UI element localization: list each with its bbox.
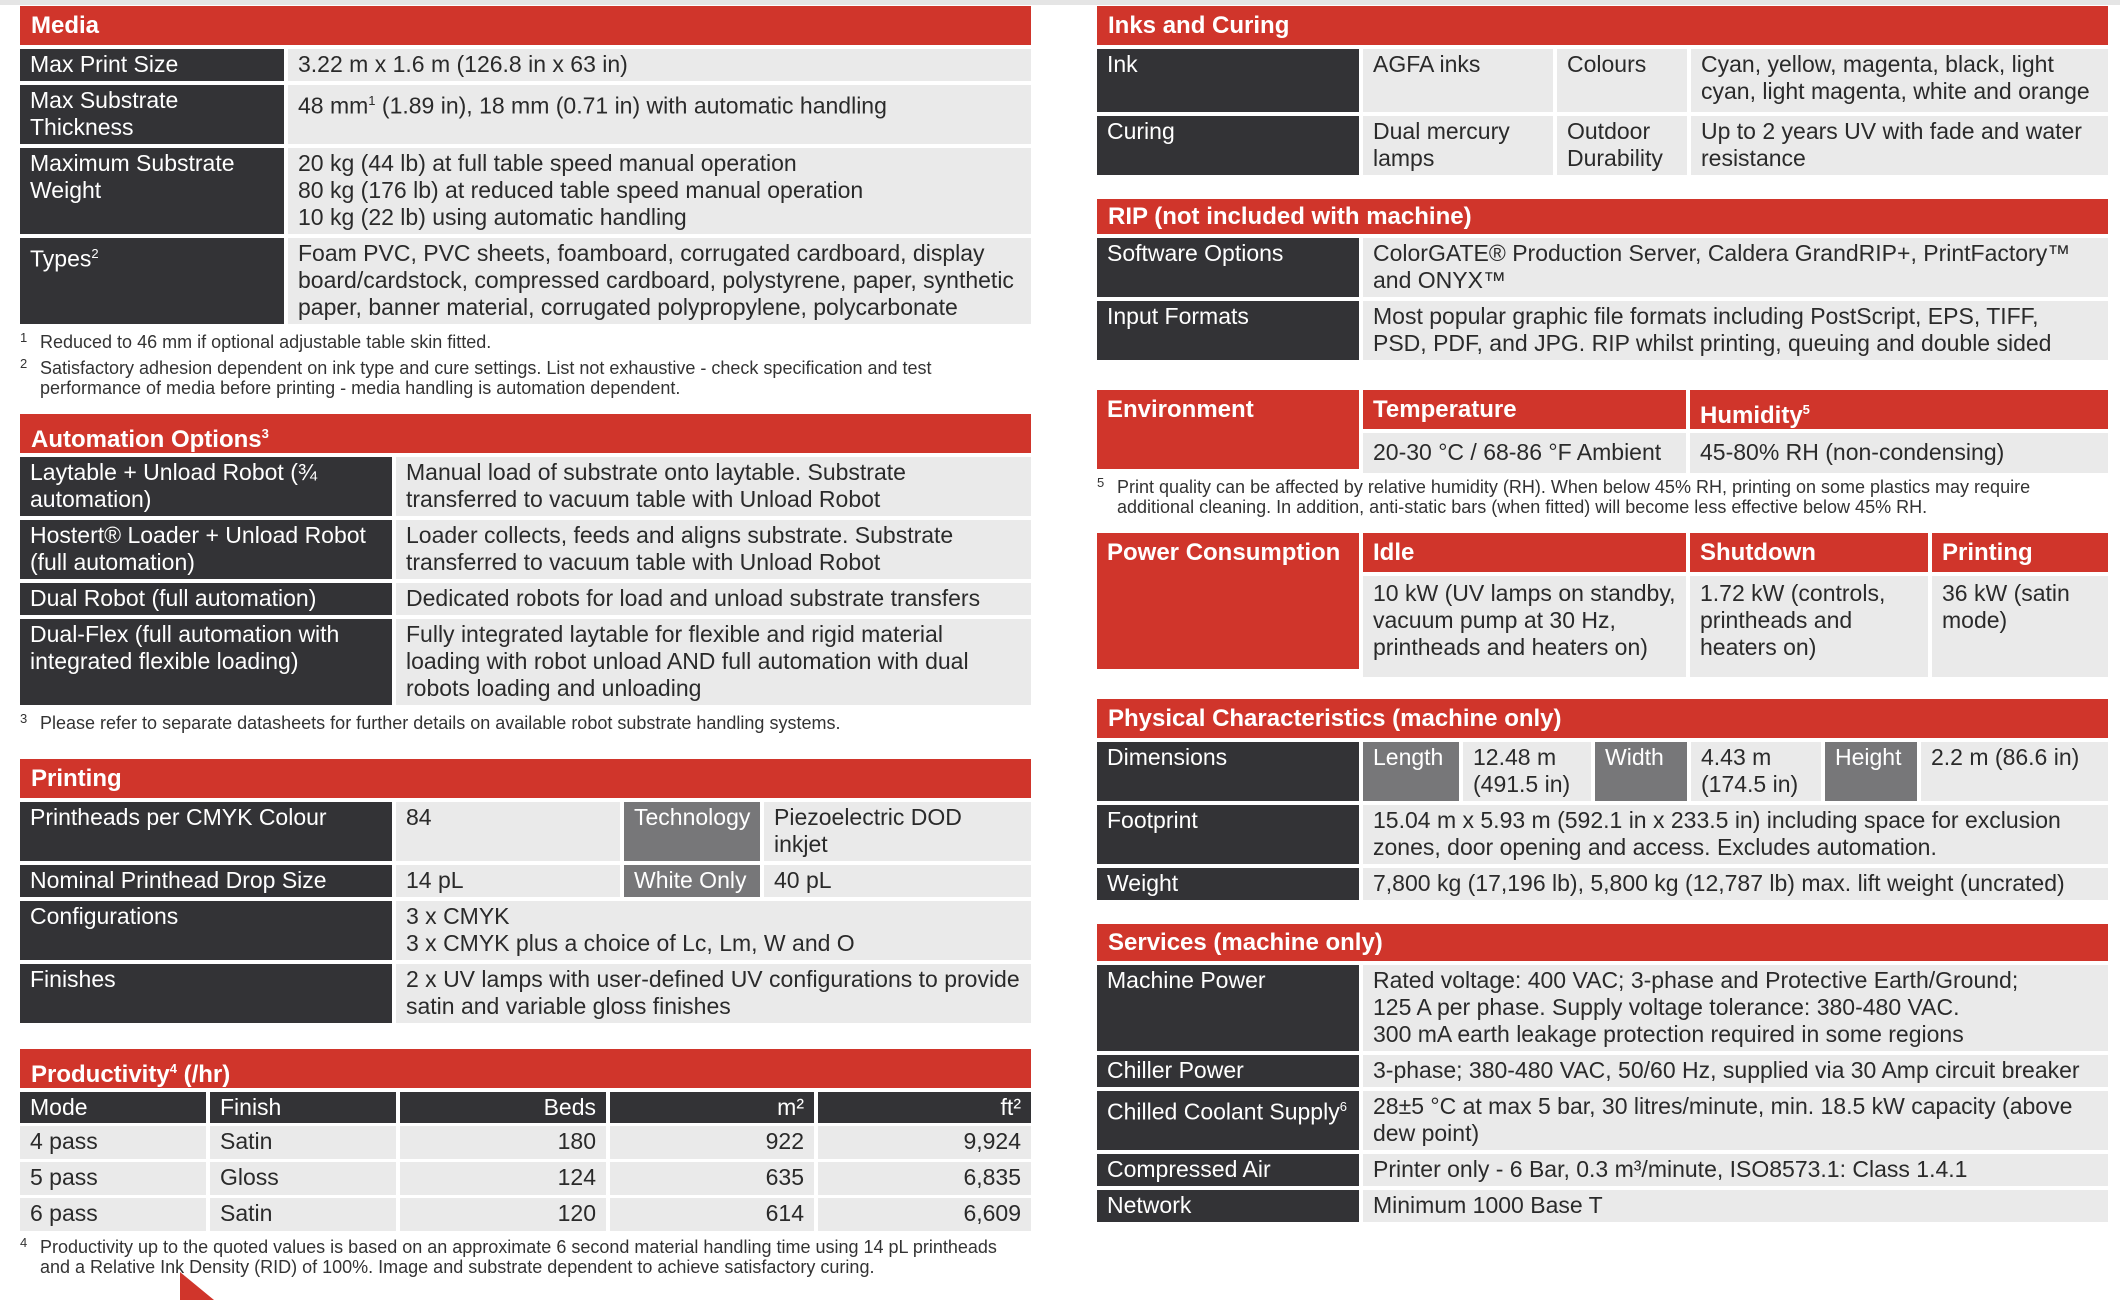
spec-key: Software Options bbox=[1097, 234, 1363, 297]
spec-key: Compressed Air bbox=[1097, 1150, 1363, 1186]
environment-header: Environment bbox=[1097, 390, 1359, 429]
automation-section bbox=[20, 414, 1031, 733]
table-row bbox=[20, 45, 1031, 81]
spec-key: Curing bbox=[1097, 112, 1363, 175]
footnote-mark: 5 bbox=[1802, 402, 1810, 417]
spec-key: Ink bbox=[1097, 45, 1363, 112]
spec-value: Most popular graphic file formats including PostScript, EPS, TIFF, PSD, PDF, and JPG. RIP whilst printing, queuing and double sided bbox=[1363, 297, 2108, 360]
table-row bbox=[20, 861, 1031, 897]
spec-key: Weight bbox=[1097, 864, 1363, 900]
cell-finish: Satin bbox=[210, 1195, 400, 1231]
inks-section bbox=[1097, 6, 2108, 175]
table-row bbox=[1097, 864, 2108, 900]
spec-value bbox=[288, 144, 1031, 234]
printing-power-column bbox=[1932, 533, 2108, 677]
table-row bbox=[1097, 1051, 2108, 1087]
environment-grid bbox=[1097, 390, 2108, 473]
footnote-text: Reduced to 46 mm if optional adjustable table skin fitted. bbox=[40, 332, 492, 352]
footnote-mark: 6 bbox=[1339, 1099, 1347, 1114]
inks-header: Inks and Curing bbox=[1097, 6, 2108, 45]
value-line: 80 kg (176 lb) at reduced table speed manual operation bbox=[298, 177, 864, 203]
header-text: Productivity bbox=[31, 1061, 170, 1088]
automation-header bbox=[20, 414, 1031, 453]
humidity-column bbox=[1690, 390, 2108, 473]
printing-power-header: Printing bbox=[1932, 533, 2108, 572]
column-header-ft2: ft² bbox=[818, 1088, 1031, 1123]
cell-mode: 6 pass bbox=[20, 1195, 210, 1231]
top-rule bbox=[0, 0, 2120, 5]
spec-key: Chiller Power bbox=[1097, 1051, 1363, 1087]
spec-value: Cyan, yellow, magenta, black, light cyan, light magenta, white and orange bbox=[1691, 45, 2108, 112]
spec-value bbox=[288, 81, 1031, 144]
header-text: Automation Options bbox=[31, 426, 262, 453]
value-part: (1.89 in), 18 mm (0.71 in) with automatic handling bbox=[375, 92, 887, 119]
automation-table bbox=[20, 453, 1031, 705]
temperature-column bbox=[1363, 390, 1690, 473]
value-part: 48 mm bbox=[298, 92, 369, 119]
footnote-number: 5 bbox=[1097, 475, 1105, 490]
inks-table bbox=[1097, 45, 2108, 175]
spec-subkey: White Only bbox=[624, 861, 764, 897]
power-section bbox=[1097, 533, 2108, 677]
table-row bbox=[20, 81, 1031, 144]
table-row bbox=[1097, 1150, 2108, 1186]
spec-key bbox=[1097, 1087, 1363, 1150]
shutdown-column bbox=[1690, 533, 1932, 677]
value-line: 10 kg (22 lb) using automatic handling bbox=[298, 204, 687, 230]
dimension-label-width: Width bbox=[1595, 738, 1691, 801]
cell-ft2: 9,924 bbox=[818, 1123, 1031, 1159]
cell-finish: Gloss bbox=[210, 1159, 400, 1195]
table-row bbox=[20, 516, 1031, 579]
spec-key: Laytable + Unload Robot (¾ automation) bbox=[20, 453, 396, 516]
cell-finish: Satin bbox=[210, 1123, 400, 1159]
cell-ft2: 6,609 bbox=[818, 1195, 1031, 1231]
spec-value: Loader collects, feeds and aligns substrate. Substrate transferred to vacuum table with Unload Robot bbox=[396, 516, 1031, 579]
cell-mode: 5 pass bbox=[20, 1159, 210, 1195]
spec-value: 28±5 °C at max 5 bar, 30 litres/minute, min. 18.5 kW capacity (above dew point) bbox=[1363, 1087, 2108, 1150]
column-header-m2: m² bbox=[610, 1088, 818, 1123]
spec-key: Dual-Flex (full automation with integrated flexible loading) bbox=[20, 615, 396, 705]
spec-value: 40 pL bbox=[764, 861, 1031, 897]
cell-beds: 180 bbox=[400, 1123, 610, 1159]
table-row bbox=[1097, 297, 2108, 360]
cell-m2: 922 bbox=[610, 1123, 818, 1159]
printing-table bbox=[20, 798, 1031, 1023]
humidity-value: 45-80% RH (non-condensing) bbox=[1690, 429, 2108, 473]
footnote-text: Productivity up to the quoted values is based on an approximate 6 second material handling time using 14 pL printheads and a Relative Ink Density (RID) of 100%. Image and substrate dependent to achieve satisfactory curing. bbox=[40, 1237, 997, 1277]
media-section bbox=[20, 6, 1031, 398]
spec-value: 84 bbox=[396, 798, 624, 861]
table-row bbox=[20, 1195, 1031, 1231]
dimension-label-height: Height bbox=[1825, 738, 1921, 801]
footnote-text: Please refer to separate datasheets for further details on available robot substrate handling systems. bbox=[40, 713, 841, 733]
header-text: Humidity bbox=[1700, 402, 1803, 429]
spec-key: Network bbox=[1097, 1186, 1363, 1222]
spec-value: 14 pL bbox=[396, 861, 624, 897]
footnote-text: Satisfactory adhesion dependent on ink type and cure settings. List not exhaustive - check specification and test performance of media before printing - media handling is automation dependent. bbox=[40, 358, 932, 398]
spec-value: 3-phase; 380-480 VAC, 50/60 Hz, supplied via 30 Amp circuit breaker bbox=[1363, 1051, 2108, 1087]
spec-value: ColorGATE® Production Server, Caldera GrandRIP+, PrintFactory™ and ONYX™ bbox=[1363, 234, 2108, 297]
environment-label-cell bbox=[1097, 390, 1363, 469]
spec-subkey: Outdoor Durability bbox=[1557, 112, 1691, 175]
table-row bbox=[1097, 45, 2108, 112]
printing-power-value: 36 kW (satin mode) bbox=[1932, 572, 2108, 677]
right-column bbox=[1097, 6, 2108, 1222]
spec-value: Manual load of substrate onto laytable. Substrate transferred to vacuum table with Unload Robot bbox=[396, 453, 1031, 516]
footnote-mark: 4 bbox=[169, 1061, 177, 1076]
physical-section bbox=[1097, 699, 2108, 900]
spec-value bbox=[396, 897, 1031, 960]
footnote-number: 1 bbox=[20, 330, 28, 345]
table-row bbox=[20, 798, 1031, 861]
value-line: 125 A per phase. Supply voltage tolerance: 380-480 VAC. bbox=[1373, 994, 1960, 1020]
spec-key: Hostert® Loader + Unload Robot (full automation) bbox=[20, 516, 396, 579]
spec-value: 7,800 kg (17,196 lb), 5,800 kg (12,787 lb) max. lift weight (uncrated) bbox=[1363, 864, 2108, 900]
table-row bbox=[1097, 234, 2108, 297]
spec-key: Input Formats bbox=[1097, 297, 1363, 360]
table-header-row bbox=[20, 1088, 1031, 1123]
value-line: 3 x CMYK bbox=[406, 903, 510, 929]
cell-beds: 124 bbox=[400, 1159, 610, 1195]
cell-m2: 614 bbox=[610, 1195, 818, 1231]
table-row bbox=[20, 960, 1031, 1023]
spec-key: Printheads per CMYK Colour bbox=[20, 798, 396, 861]
table-row bbox=[1097, 112, 2108, 175]
spec-key: Nominal Printhead Drop Size bbox=[20, 861, 396, 897]
dimension-value-height: 2.2 m (86.6 in) bbox=[1921, 738, 2108, 801]
footnote-text: Print quality can be affected by relative humidity (RH). When below 45% RH, printing on some plastics may require additional cleaning. In addition, anti-static bars (when fitted) will become less effective below 45% RH. bbox=[1117, 477, 2031, 517]
spec-key: Max Substrate Thickness bbox=[20, 81, 288, 144]
cell-beds: 120 bbox=[400, 1195, 610, 1231]
spec-value: AGFA inks bbox=[1363, 45, 1557, 112]
temperature-header: Temperature bbox=[1363, 390, 1690, 429]
spec-value: 2 x UV lamps with user-defined UV configurations to provide satin and variable gloss finishes bbox=[396, 960, 1031, 1023]
spec-key: Maximum Substrate Weight bbox=[20, 144, 288, 234]
cell-ft2: 6,835 bbox=[818, 1159, 1031, 1195]
printing-header: Printing bbox=[20, 759, 1031, 798]
cell-m2: 635 bbox=[610, 1159, 818, 1195]
table-row bbox=[20, 1123, 1031, 1159]
cell-mode: 4 pass bbox=[20, 1123, 210, 1159]
spec-key: Machine Power bbox=[1097, 961, 1363, 1051]
table-row bbox=[20, 453, 1031, 516]
spec-value: Up to 2 years UV with fade and water resistance bbox=[1691, 112, 2108, 175]
physical-header: Physical Characteristics (machine only) bbox=[1097, 699, 2108, 738]
spec-value: 3.22 m x 1.6 m (126.8 in x 63 in) bbox=[288, 45, 1031, 81]
footnote bbox=[20, 713, 1031, 733]
spec-value: Foam PVC, PVC sheets, foamboard, corrugated cardboard, display board/cardstock, compressed cardboard, polystyrene, paper, synthetic paper, banner material, corrugated polypropylene, polycarbonate bbox=[288, 234, 1031, 324]
value-line: 3 x CMYK plus a choice of Lc, Lm, W and O bbox=[406, 930, 855, 956]
printing-section bbox=[20, 759, 1031, 1023]
footnote bbox=[1097, 477, 2108, 517]
spec-subkey: Technology bbox=[624, 798, 764, 861]
dimension-label-length: Length bbox=[1363, 738, 1463, 801]
table-row bbox=[1097, 801, 2108, 864]
services-table bbox=[1097, 961, 2108, 1222]
left-column bbox=[20, 6, 1031, 1277]
environment-section bbox=[1097, 390, 2108, 517]
services-section bbox=[1097, 924, 2108, 1222]
spec-value: Fully integrated laytable for flexible and rigid material loading with robot unload AND full automation with dual robots loading and unloading bbox=[396, 615, 1031, 705]
spec-key bbox=[20, 234, 288, 324]
value-line: Rated voltage: 400 VAC; 3-phase and Protective Earth/Ground; bbox=[1373, 967, 2019, 993]
physical-table bbox=[1097, 738, 2108, 900]
spec-value: 15.04 m x 5.93 m (592.1 in x 233.5 in) including space for exclusion zones, door opening and access. Excludes automation. bbox=[1363, 801, 2108, 864]
spec-value: Printer only - 6 Bar, 0.3 m³/minute, ISO8573.1: Class 1.4.1 bbox=[1363, 1150, 2108, 1186]
idle-value: 10 kW (UV lamps on standby, vacuum pump at 30 Hz, printheads and heaters on) bbox=[1363, 572, 1690, 677]
spec-value: Piezoelectric DOD inkjet bbox=[764, 798, 1031, 861]
table-row bbox=[20, 234, 1031, 324]
services-header: Services (machine only) bbox=[1097, 924, 2108, 961]
spec-key: Dimensions bbox=[1097, 738, 1363, 801]
column-header-mode: Mode bbox=[20, 1088, 210, 1123]
rip-section bbox=[1097, 199, 2108, 360]
spec-key: Dual Robot (full automation) bbox=[20, 579, 396, 615]
header-text: (/hr) bbox=[176, 1061, 231, 1088]
column-header-finish: Finish bbox=[210, 1088, 400, 1123]
footnote-mark: 1 bbox=[368, 93, 376, 108]
power-grid bbox=[1097, 533, 2108, 677]
table-row bbox=[1097, 738, 2108, 801]
footnote bbox=[20, 332, 1031, 352]
footnote-number: 2 bbox=[20, 356, 28, 371]
footnote bbox=[20, 358, 1031, 398]
table-row bbox=[1097, 961, 2108, 1051]
footnote bbox=[20, 1237, 1031, 1277]
table-row bbox=[20, 144, 1031, 234]
media-header: Media bbox=[20, 6, 1031, 45]
value-line: 20 kg (44 lb) at full table speed manual operation bbox=[298, 150, 797, 176]
spec-key: Footprint bbox=[1097, 801, 1363, 864]
table-row bbox=[20, 897, 1031, 960]
spec-value bbox=[1363, 961, 2108, 1051]
temperature-value: 20-30 °C / 68-86 °F Ambient bbox=[1363, 429, 1690, 473]
key-part: Types bbox=[30, 245, 92, 272]
key-part: Chilled Coolant Supply bbox=[1107, 1098, 1340, 1125]
page-corner-arrow bbox=[180, 1272, 214, 1300]
power-header: Power Consumption bbox=[1097, 533, 1359, 572]
productivity-section bbox=[20, 1049, 1031, 1277]
footnote-number: 4 bbox=[20, 1235, 28, 1250]
footnote-mark: 3 bbox=[261, 426, 269, 441]
column-header-beds: Beds bbox=[400, 1088, 610, 1123]
shutdown-value: 1.72 kW (controls, printheads and heaters on) bbox=[1690, 572, 1932, 677]
productivity-table bbox=[20, 1088, 1031, 1231]
spec-value: Dedicated robots for load and unload substrate transfers bbox=[396, 579, 1031, 615]
table-row bbox=[1097, 1087, 2108, 1150]
media-table bbox=[20, 45, 1031, 324]
table-row bbox=[20, 615, 1031, 705]
table-row bbox=[1097, 1186, 2108, 1222]
power-label-cell bbox=[1097, 533, 1363, 669]
value-line: 300 mA earth leakage protection required in some regions bbox=[1373, 1021, 1964, 1047]
dimension-value-width: 4.43 m (174.5 in) bbox=[1691, 738, 1825, 801]
idle-header: Idle bbox=[1363, 533, 1690, 572]
spec-subkey: Colours bbox=[1557, 45, 1691, 112]
footnote-mark: 2 bbox=[91, 246, 99, 261]
spec-value: Dual mercury lamps bbox=[1363, 112, 1557, 175]
spec-key: Finishes bbox=[20, 960, 396, 1023]
rip-table bbox=[1097, 234, 2108, 360]
idle-column bbox=[1363, 533, 1690, 677]
footnote-number: 3 bbox=[20, 711, 28, 726]
spec-key: Max Print Size bbox=[20, 45, 288, 81]
productivity-header bbox=[20, 1049, 1031, 1088]
shutdown-header: Shutdown bbox=[1690, 533, 1932, 572]
rip-header: RIP (not included with machine) bbox=[1097, 199, 2108, 234]
table-row bbox=[20, 1159, 1031, 1195]
media-notes bbox=[20, 332, 1031, 398]
humidity-header bbox=[1690, 390, 2108, 429]
spec-value: Minimum 1000 Base T bbox=[1363, 1186, 2108, 1222]
table-row bbox=[20, 579, 1031, 615]
spec-key: Configurations bbox=[20, 897, 396, 960]
dimension-value-length: 12.48 m (491.5 in) bbox=[1463, 738, 1595, 801]
